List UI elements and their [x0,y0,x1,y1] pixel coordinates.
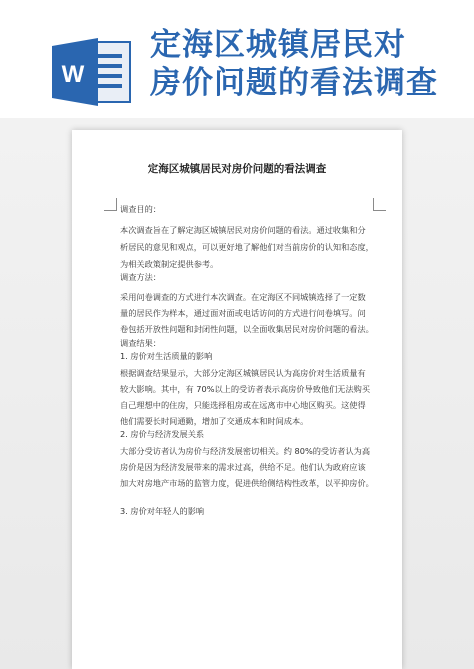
banner [0,0,474,118]
body-line: 2. 房价与经济发展关系 [120,429,205,439]
body-line: 加大对房地产市场的监管力度，促进供给侧结构性改革，以平抑房价。 [120,478,374,488]
body-line: 为相关政策制定提供参考。 [120,259,219,269]
body-line: 大部分受访者认为房价与经济发展密切相关。约 80%的受访者认为高 [120,446,371,456]
banner-headline-line-2: 房价问题的看法调查 [150,65,438,101]
document-title: 定海区城镇居民对房价问题的看法调查 [147,163,327,175]
body-line: 根据调查结果显示，大部分定海区城镇居民认为高房价对生活质量有 [120,368,366,378]
word-icon-letter: W [61,61,85,88]
body-line: 1. 房价对生活质量的影响 [120,351,213,361]
margin-mark-top-left [104,198,117,211]
body-line: 自己理想中的住房，只能选择租房或在远离市中心地区购买。这使得 [120,400,366,410]
body-line: 量的居民作为样本，通过面对面或电话访问的方式进行问卷填写。问 [120,308,366,318]
body-line: 较大影响。其中，有 70%以上的受访者表示高房价导致他们无法购买 [120,384,371,394]
margin-mark-top-right [373,198,386,211]
body-line: 调查目的： [120,204,161,214]
body-line: 他们需要长时间通勤，增加了交通成本和时间成本。 [120,416,309,426]
body-line: 本次调查旨在了解定海区城镇居民对房价问题的看法。通过收集和分 [120,225,366,235]
banner-headline [150,26,460,102]
body-line: 采用问卷调查的方式进行本次调查。在定海区不同城镇选择了一定数 [120,292,366,302]
body-line: 3. 房价对年轻人的影响 [120,506,205,516]
word-document-icon [50,36,136,108]
body-line: 调查结果： [120,338,161,348]
body-line: 房价是因为经济发展带来的需求过高，供给不足。他们认为政府应该 [120,462,366,472]
body-line: 析居民的意见和观点，可以更好地了解他们对当前房价的认知和态度， [120,242,374,252]
body-line: 卷包括开放性问题和封闭性问题，以全面收集居民对房价问题的看法。 [120,324,374,334]
body-line: 调查方法： [120,272,161,282]
banner-headline-line-1: 定海区城镇居民对 [150,27,406,63]
